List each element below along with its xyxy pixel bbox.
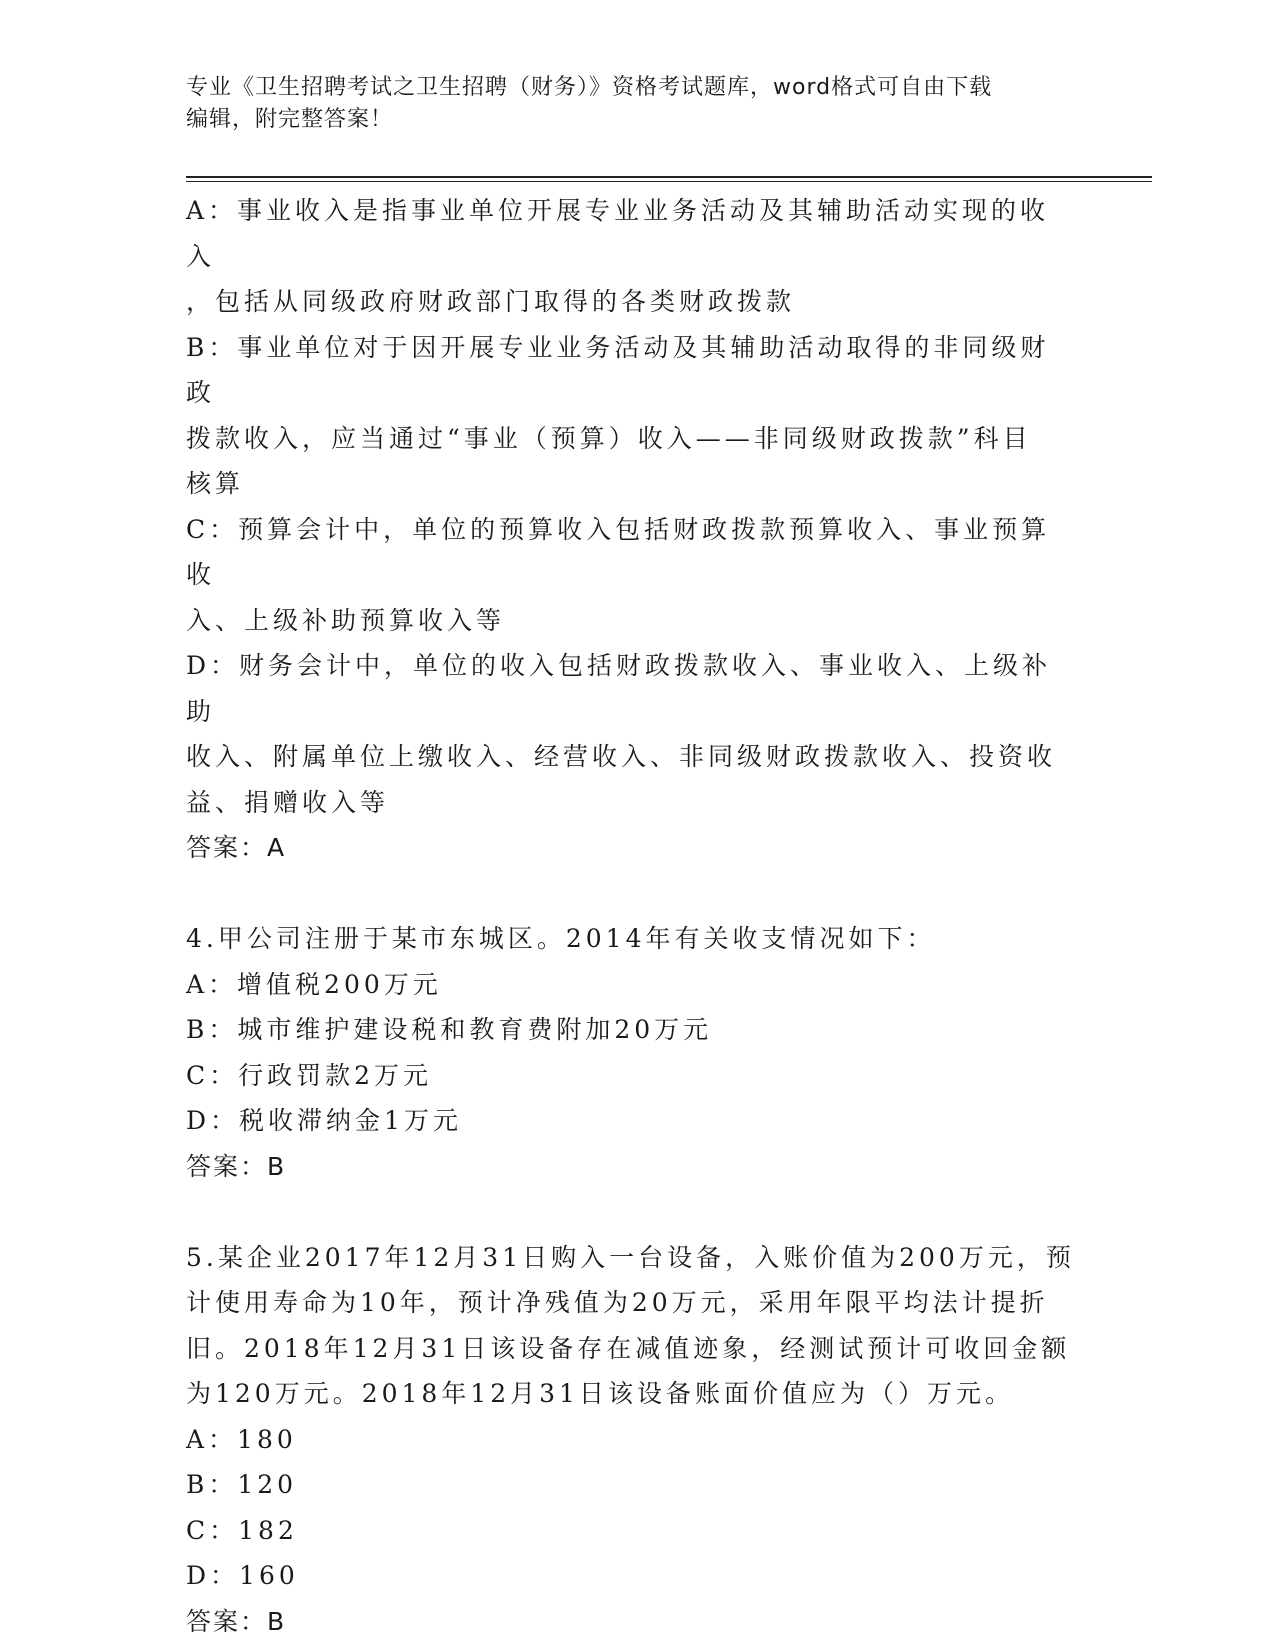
option-d: [186, 643, 1076, 825]
text-line: 益、捐赠收入等: [186, 787, 390, 817]
text-line: 旧。2018年12月31日该设备存在减值迹象，经测试预计可收回金额: [186, 1333, 1071, 1363]
option-c: [186, 507, 1076, 644]
spacer: [186, 871, 1076, 917]
text-line: C：预算会计中，单位的预算收入包括财政拨款预算收入、事业预算收: [186, 514, 1051, 589]
text-line: 计使用寿命为10年，预计净残值为20万元，采用年限平均法计提折: [186, 1288, 1049, 1317]
text-line: 5.某企业2017年12月31日购入一台设备，入账价值为200万元，预: [186, 1242, 1075, 1272]
text-line: A：事业收入是指事业单位开展专业业务活动及其辅助活动实现的收入: [186, 196, 1050, 271]
text-line: 为120万元。2018年12月31日该设备账面价值应为（）万元。: [186, 1379, 1014, 1408]
option-a: A：增值税200万元: [186, 969, 442, 999]
option-c: C：182: [186, 1515, 298, 1545]
option-b: B：120: [186, 1470, 298, 1499]
option-d: D：160: [186, 1561, 299, 1590]
question-stem: [186, 1235, 1076, 1417]
text-line: ，包括从同级政府财政部门取得的各类财政拨款: [186, 287, 796, 316]
question-5: [186, 1235, 1076, 1645]
text-line: 核算: [186, 469, 245, 498]
text-line: D：财务会计中，单位的收入包括财政拨款收入、事业收入、上级补助: [186, 651, 1052, 726]
answer-label: 答案：B: [186, 1151, 287, 1181]
question-stem: 4.甲公司注册于某市东城区。2014年有关收支情况如下：: [186, 924, 936, 953]
answer-label: 答案：A: [186, 833, 287, 862]
option-a: A：180: [186, 1424, 297, 1454]
header-divider-thick: [186, 176, 1152, 178]
question-4: [186, 916, 1076, 1189]
text-line: 拨款收入，应当通过“事业（预算）收入——非同级财政拨款”科目: [186, 423, 1032, 453]
option-b: B：城市维护建设税和教育费附加20万元: [186, 1015, 713, 1044]
text-line: 入、上级补助预算收入等: [186, 605, 506, 635]
option-a: [186, 188, 1076, 325]
question-3: [186, 188, 1076, 871]
document-header: [186, 72, 1066, 136]
text-line: B：事业单位对于因开展专业业务活动及其辅助活动取得的非同级财政: [186, 332, 1050, 407]
text-line: 收入、附属单位上缴收入、经营收入、非同级财政拨款收入、投资收: [186, 742, 1057, 771]
answer-label: 答案：B: [186, 1606, 287, 1636]
option-b: [186, 325, 1076, 507]
spacer: [186, 1189, 1076, 1235]
option-d: D：税收滞纳金1万元: [186, 1106, 462, 1135]
header-divider-thin: [186, 181, 1152, 182]
option-c: C：行政罚款2万元: [186, 1060, 433, 1090]
header-line-1: 专业《卫生招聘考试之卫生招聘（财务）》资格考试题库，word格式可自由下载: [186, 75, 993, 100]
document-body: [186, 188, 1076, 1644]
header-line-2: 编辑，附完整答案！: [186, 107, 394, 132]
